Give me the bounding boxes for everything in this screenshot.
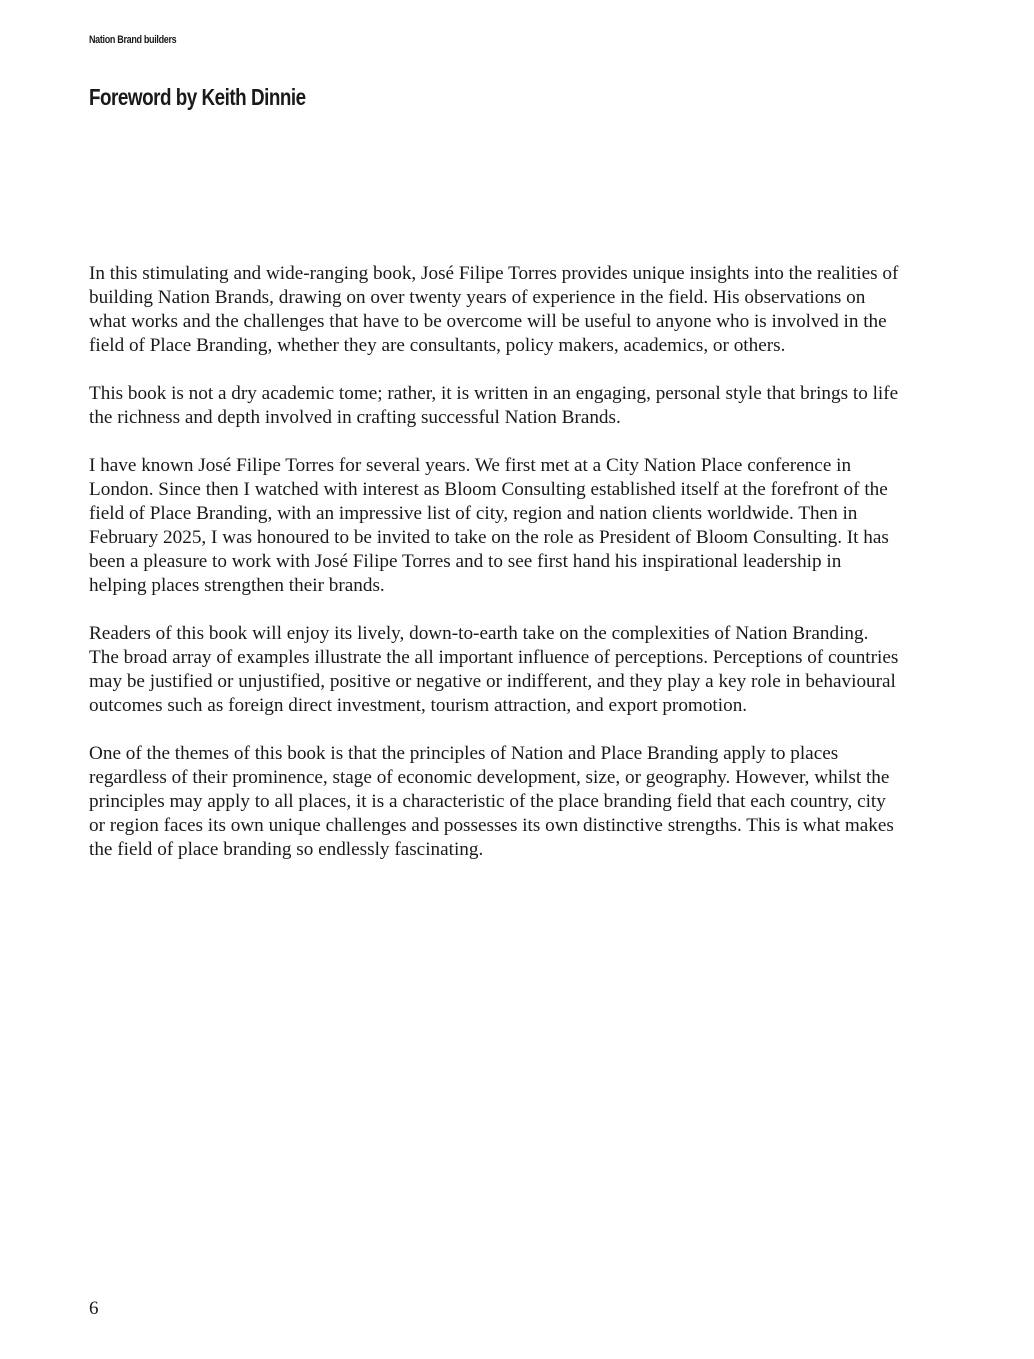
paragraph-5: One of the themes of this book is that the principles of Nation and Place Branding apply to places regardless of their prominence, stage of economic development, size, or geography. However, whilst the principles may apply to all places, it is a characteristic of the place branding field that each country, city or region faces its own unique challenges and possesses its own distinctive strengths. This is what makes the field of place branding so endlessly fascinating.: [89, 743, 894, 860]
paragraph-4: Readers of this book will enjoy its lively, down-to-earth take on the complexities of Nation Branding. The broad array of examples illustrate the all important influence of perceptions. Perceptions of countries may be justified or unjustified, positive or negative or indifferent, and they play a key role in behavioural outcomes such as foreign direct investment, tourism attraction, and export promotion.: [89, 623, 899, 716]
page-number: 6: [89, 1298, 99, 1319]
foreword-body: [89, 262, 899, 886]
paragraph-3: I have known José Filipe Torres for several years. We first met at a City Nation Place conference in London. Since then I watched with interest as Bloom Consulting established itself at the forefront of the field of Place Branding, with an impressive list of city, region and nation clients worldwide. Then in February 2025, I was honoured to be invited to take on the role as President of Bloom Consulting. It has been a pleasure to work with José Filipe Torres and to see first hand his inspirational leadership in helping places strengthen their brands.: [89, 455, 889, 596]
paragraph-2: This book is not a dry academic tome; rather, it is written in an engaging, personal style that brings to life the richness and depth involved in crafting successful Nation Brands.: [89, 383, 899, 428]
foreword-title: Foreword by Keith Dinnie: [89, 84, 306, 110]
running-header: Nation Brand builders: [89, 34, 177, 46]
paragraph-1: In this stimulating and wide-ranging book, José Filipe Torres provides unique insights into the realities of building Nation Brands, drawing on over twenty years of experience in the field. His observations on what works and the challenges that have to be overcome will be useful to anyone who is involved in the field of Place Branding, whether they are consultants, policy makers, academics, or others.: [89, 263, 899, 356]
